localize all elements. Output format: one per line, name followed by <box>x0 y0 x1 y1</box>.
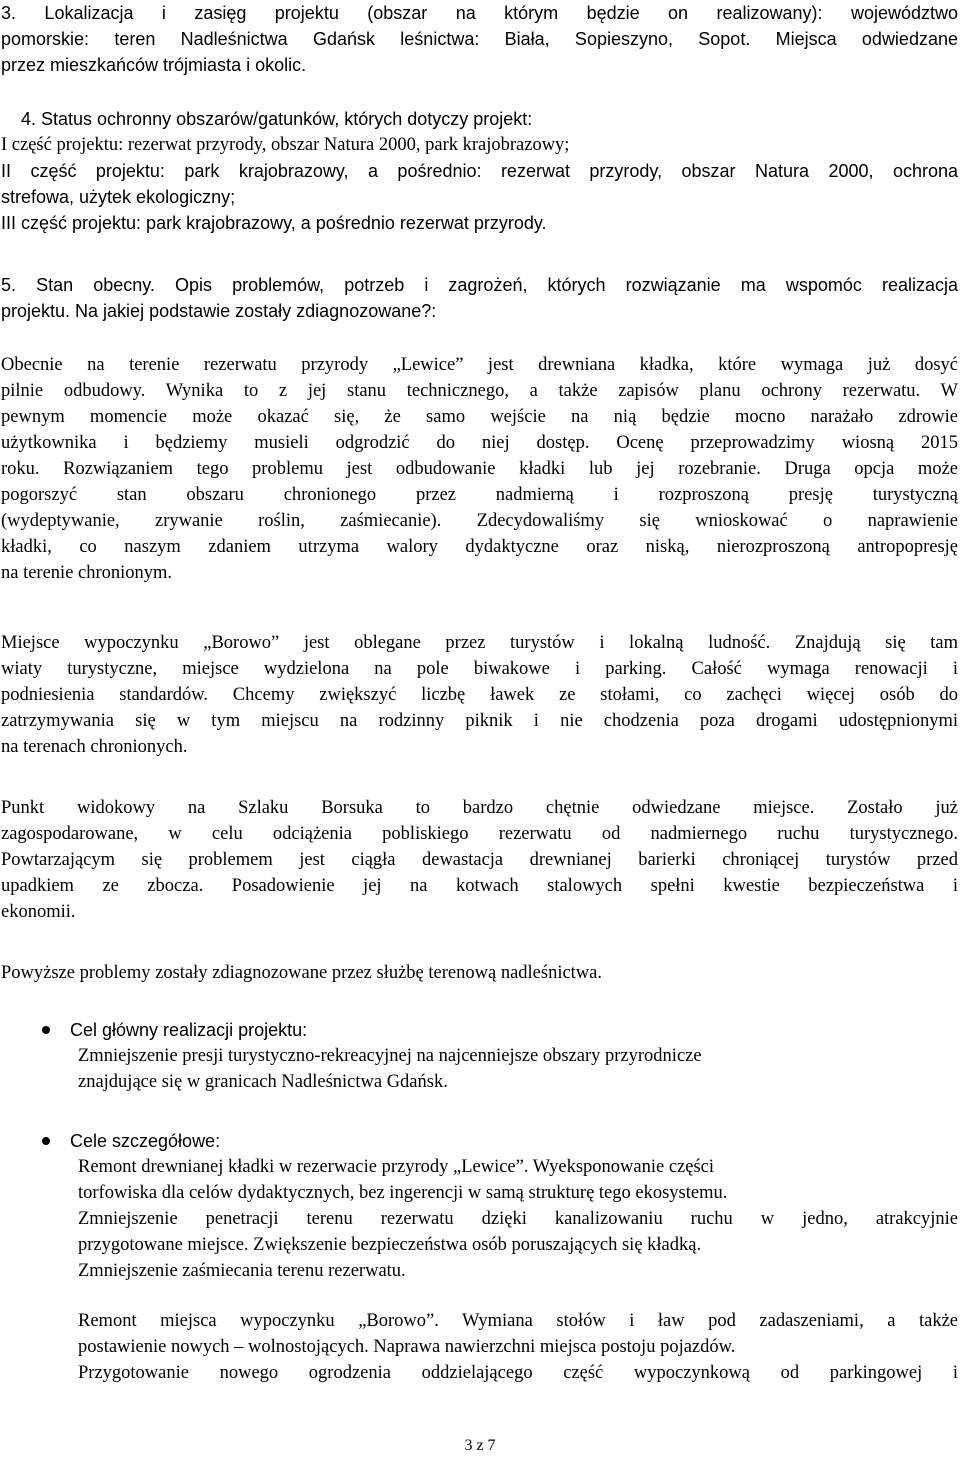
paragraph-line: pogorszyć stan obszaru chronionego przez nadmierną i rozproszoną presję turystyczną <box>1 485 958 505</box>
paragraph-line: (wydeptywanie, zrywanie roślin, zaśmiecanie). Zdecydowaliśmy się wnioskować o naprawienie <box>1 511 958 531</box>
paragraph-line: na terenie chronionym. <box>1 563 173 583</box>
section-4-line: strefowa, użytek ekologiczny; <box>1 187 236 207</box>
paragraph-line: wiaty turystyczne, miejsce wydzielona na pole biwakowe i parking. Całość wymaga renowacji i <box>1 659 958 679</box>
section-5 <box>1 272 958 324</box>
bullet-line: Remont miejsca wypoczynku „Borowo”. Wymiana stołów i ław pod zadaszeniami, a także <box>78 1311 958 1331</box>
bullet-line: postawienie nowych – wolnostojących. Naprawa nawierzchni miejsca postoju pojazdów. <box>78 1337 736 1357</box>
paragraph-borowo <box>1 630 958 760</box>
section-4-heading: 4. Status ochronny obszarów/gatunków, których dotyczy projekt: <box>21 109 533 129</box>
section-3-line: pomorskie: teren Nadleśnictwa Gdańsk leśnictwa: Biała, Sopieszyno, Sopot. Miejsca odwiedzane <box>1 29 958 49</box>
bullet-specific-goals <box>0 1128 958 1386</box>
paragraph-line: upadkiem ze zbocza. Posadowienie jej na kotwach stalowych spełni kwestie bezpieczeństwa i <box>1 876 958 896</box>
bullet-line: Przygotowanie nowego ogrodzenia oddzielającego część wypoczynkową od parkingowej i <box>78 1363 958 1383</box>
paragraph-punkt-widokowy <box>1 795 958 925</box>
paragraph-line: Obecnie na terenie rezerwatu przyrody „Lewice” jest drewniana kładka, które wymaga już dosyć <box>1 355 958 375</box>
paragraph-line: Punkt widokowy na Szlaku Borsuka to bardzo chętnie odwiedzane miejsce. Zostało już <box>1 798 958 818</box>
bullet-line: torfowiska dla celów dydaktycznych, bez ingerencji w samą strukturę tego ekosystemu. <box>78 1183 728 1203</box>
bullet-dot-icon <box>40 1128 66 1154</box>
bullet-line: przygotowane miejsce. Zwiększenie bezpieczeństwa osób poruszających się kładką. <box>78 1235 702 1255</box>
bullet-line: znajdujące się w granicach Nadleśnictwa Gdańsk. <box>78 1072 448 1092</box>
paragraph-line: Powyższe problemy zostały zdiagnozowane przez służbę terenową nadleśnictwa. <box>1 963 603 983</box>
paragraph-line: pewnym momencie może okazać się, że samo wejście na nią będzie mocno narażało zdrowie <box>1 407 958 427</box>
paragraph-line: zatrzymywania się w tym miejscu na rodzinny piknik i nie chodzenia poza drogami udostępnionymi <box>1 711 958 731</box>
paragraph-line: na terenach chronionych. <box>1 737 188 757</box>
bullet-line: Zmniejszenie penetracji terenu rezerwatu dzięki kanalizowaniu ruchu w jedno, atrakcyjnie <box>78 1209 958 1229</box>
paragraph-line: kładki, co naszym zdaniem utrzyma walory dydaktyczne oraz niską, nierozproszoną antropopresję <box>1 537 958 557</box>
section-3-line: przez mieszkańców trójmiasta i okolic. <box>1 55 307 75</box>
section-4-line: I część projektu: rezerwat przyrody, obszar Natura 2000, park krajobrazowy; <box>1 135 570 155</box>
paragraph-line: zagospodarowane, w celu odciążenia pobliskiego rezerwatu od nadmiernego ruchu turystycznego. <box>1 824 958 844</box>
paragraph-line: Powtarzającym się problemem jest ciągła dewastacja drewnianej barierki chroniącej turystów przed <box>1 850 958 870</box>
section-5-heading: 5. Stan obecny. Opis problemów, potrzeb i zagrożeń, których rozwiązanie ma wspomóc realizacja <box>1 275 958 295</box>
paragraph-diagnosis <box>1 960 958 986</box>
paragraph-line: roku. Rozwiązaniem tego problemu jest odbudowanie kładki lub jej rozebranie. Druga opcja może <box>1 459 958 479</box>
paragraph-line: ekonomii. <box>1 902 76 922</box>
bullet-line: Zmniejszenie presji turystyczno-rekreacyjnej na najcenniejsze obszary przyrodnicze <box>78 1046 702 1066</box>
section-5-heading: projektu. Na jakiej podstawie zostały zdiagnozowane?: <box>1 301 437 321</box>
section-4 <box>1 106 958 236</box>
bullet-heading: Cel główny realizacji projektu: <box>70 1020 308 1040</box>
section-3-line: 3. Lokalizacja i zasięg projektu (obszar na którym będzie on realizowany): województwo <box>1 3 958 23</box>
section-4-line: III część projektu: park krajobrazowy, a pośrednio rezerwat przyrody. <box>1 213 547 233</box>
section-3 <box>1 0 958 78</box>
paragraph-line: pilnie odbudowy. Wynika to z jej stanu technicznego, a także zapisów planu ochrony rezerwatu. W <box>1 381 958 401</box>
bullet-line: Remont drewnianej kładki w rezerwacie przyrody „Lewice”. Wyeksponowanie części <box>78 1157 715 1177</box>
bullet-line: Zmniejszenie zaśmiecania terenu rezerwatu. <box>78 1261 406 1281</box>
paragraph-lewice <box>1 352 958 586</box>
paragraph-line: podniesienia standardów. Chcemy zwiększyć liczbę ławek ze stołami, co zachęci więcej osób do <box>1 685 958 705</box>
bullet-dot-icon <box>40 1017 66 1043</box>
bullet-main-goal <box>0 1017 958 1095</box>
section-4-line: II część projektu: park krajobrazowy, a pośrednio: rezerwat przyrody, obszar Natura 2000, ochrona <box>1 161 958 181</box>
paragraph-line: użytkownika i będziemy musieli odgrodzić do niej dostęp. Ocenę przeprowadzimy wiosną 2015 <box>1 433 958 453</box>
bullet-heading: Cele szczegółowe: <box>70 1131 221 1151</box>
page-number: 3 z 7 <box>464 1437 496 1454</box>
paragraph-line: Miejsce wypoczynku „Borowo” jest oblegane przez turystów i lokalną ludność. Znajdują się tam <box>1 633 958 653</box>
